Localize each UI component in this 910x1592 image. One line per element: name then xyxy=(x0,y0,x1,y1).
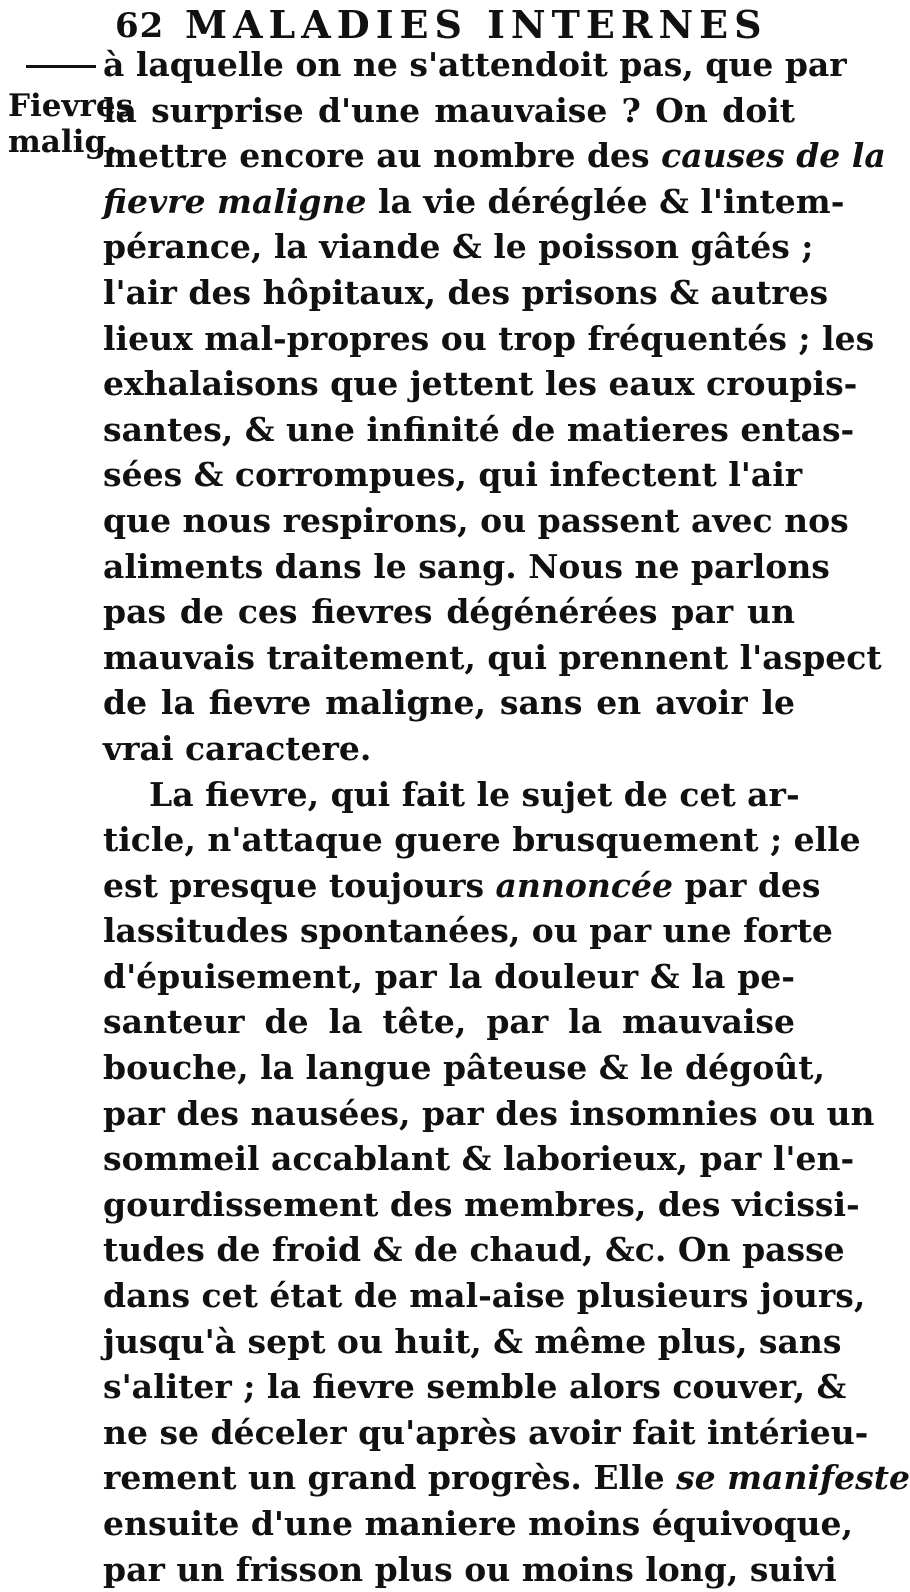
text-line: jusqu'à sept ou huit, & même plus, sans xyxy=(103,1321,842,1361)
text-line: lieux mal-propres ou trop fréquentés ; les xyxy=(103,318,875,358)
text-line: lassitudes spontanées, ou par une forte xyxy=(103,911,833,951)
text-line: d'épuisement, par la douleur & la pe- xyxy=(103,956,795,996)
text-line: pas de ces fievres dégénérées par un xyxy=(103,592,795,632)
text-line: s'aliter ; la fievre semble alors couver, & xyxy=(103,1367,847,1407)
text-line: ne se déceler qu'après avoir fait intérieu- xyxy=(103,1412,869,1452)
italic-phrase: se manifeste xyxy=(676,1458,910,1498)
text-line: bouche, la langue pâteuse & le dégoût, xyxy=(103,1048,825,1088)
text-line: dans cet état de mal-aise plusieurs jours, xyxy=(103,1276,866,1316)
italic-phrase: annoncée xyxy=(495,865,674,905)
text-line: est presque toujours annoncée par des xyxy=(103,865,821,905)
running-head: MALADIES INTERNES xyxy=(185,2,768,47)
text-line: santes, & une infinité de matieres entas- xyxy=(103,409,855,449)
text-line: par un frisson plus ou moins long, suivi xyxy=(103,1549,837,1589)
margin-note-line: malig. xyxy=(8,124,117,160)
text-line: gourdissement des membres, des vicissi- xyxy=(103,1184,860,1224)
text-line: rement un grand progrès. Elle se manifeste xyxy=(103,1458,910,1498)
text-line: tudes de froid & de chaud, &c. On passe xyxy=(103,1230,845,1270)
body-text xyxy=(103,42,910,1592)
text-line: sommeil accablant & laborieux, par l'en- xyxy=(103,1139,855,1179)
text-line: pérance, la viande & le poisson gâtés ; xyxy=(103,227,814,267)
margin-note-line: Fievres xyxy=(8,88,134,124)
text-line: par des nausées, par des insomnies ou un xyxy=(103,1093,875,1133)
text-line: la surprise d'une mauvaise ? On doit xyxy=(103,90,795,130)
text-line: de la fievre maligne, sans en avoir le xyxy=(103,683,795,723)
page-number: 62 xyxy=(115,6,165,46)
text-line: La fievre, qui fait le sujet de cet ar- xyxy=(149,774,800,814)
margin-dash xyxy=(26,65,96,68)
text-line: aliments dans le sang. Nous ne parlons xyxy=(103,546,830,586)
text-line: exhalaisons que jettent les eaux croupis- xyxy=(103,364,858,404)
text-line: vrai caractere. xyxy=(103,728,372,768)
text-line: que nous respirons, ou passent avec nos xyxy=(103,500,849,540)
italic-phrase: fievre maligne xyxy=(103,181,367,221)
text-line: sées & corrompues, qui infectent l'air xyxy=(103,455,803,495)
text-line: ensuite d'une maniere moins équivoque, xyxy=(103,1504,854,1543)
text-line: mettre encore au nombre des causes de la xyxy=(103,136,886,176)
text-line: santeur de la tête, par la mauvaise xyxy=(103,1002,795,1042)
text-line: ticle, n'attaque guere brusquement ; elle xyxy=(103,820,861,860)
text-line: l'air des hôpitaux, des prisons & autres xyxy=(103,272,829,312)
text-line: mauvais traitement, qui prennent l'aspect xyxy=(103,637,882,677)
italic-phrase: causes de la xyxy=(661,136,886,176)
text-line: à laquelle on ne s'attendoit pas, que par xyxy=(103,45,847,84)
text-line: fievre maligne la vie déréglée & l'intem- xyxy=(103,181,845,221)
